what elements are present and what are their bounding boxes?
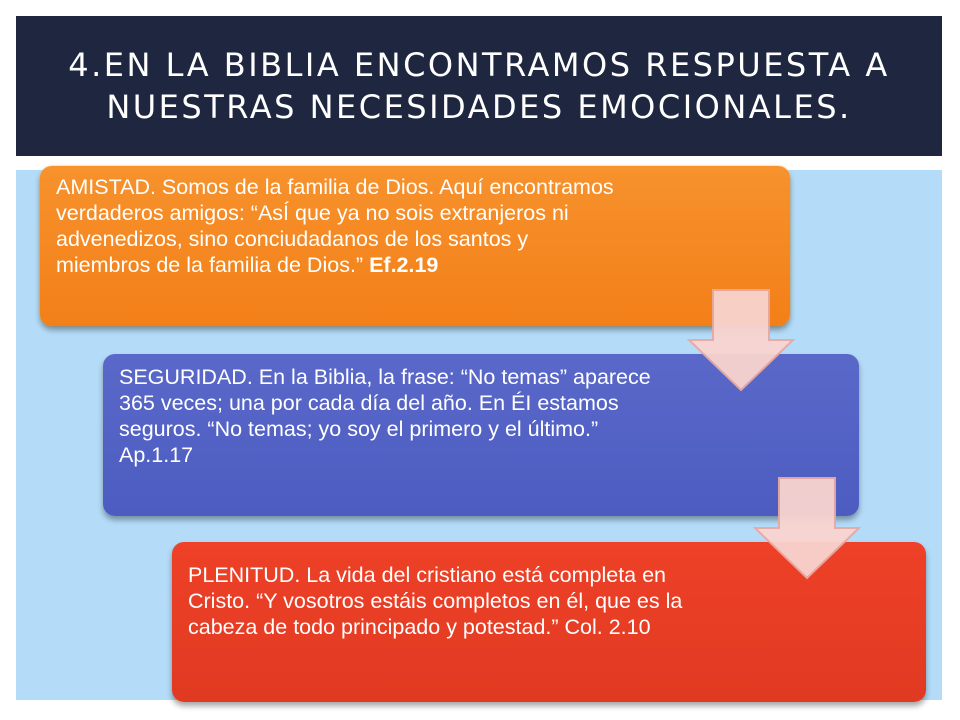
amistad-box bbox=[40, 166, 790, 326]
amistad-reference: Ef.2.19 bbox=[369, 253, 439, 277]
down-arrow-icon bbox=[752, 476, 862, 582]
plenitud-text: PLENITUD. La vida del cristiano está completa en Cristo. “Y vosotros estáis completos en él, que es la cabeza de todo principado y potestad.” Col. 2.10 bbox=[188, 563, 683, 639]
plenitud-text-block bbox=[188, 562, 728, 640]
seguridad-text-block bbox=[119, 364, 654, 468]
seguridad-reference: Ap.1.17 bbox=[119, 443, 194, 467]
amistad-text: AMISTAD. Somos de la familia de Dios. Aquí encontramos verdaderos amigos: “AsÍ que ya no sois extranjeros ni advenedizos, sino conciudadanos de los santos y miembros de la familia de Dios.” bbox=[56, 175, 614, 277]
title-bar bbox=[16, 16, 942, 156]
down-arrow-icon bbox=[686, 288, 796, 394]
slide-title: 4.EN LA BIBLIA ENCONTRAMOS RESPUESTA A NUESTRAS NECESIDADES EMOCIONALES. bbox=[68, 46, 890, 126]
seguridad-text: SEGURIDAD. En la Biblia, la frase: “No temas” aparece 365 veces; una por cada día del año. En ÉI estamos seguros. “No temas; yo soy el primero y el último.” bbox=[119, 365, 651, 441]
amistad-text-block bbox=[56, 174, 616, 278]
